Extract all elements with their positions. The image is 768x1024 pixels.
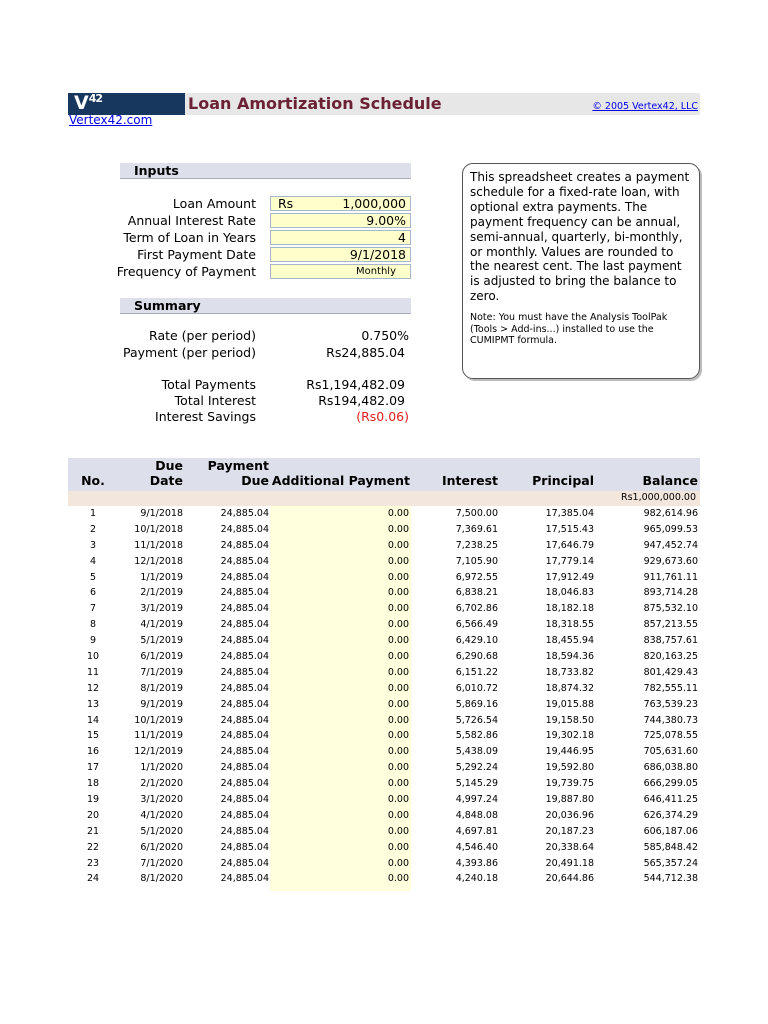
principal-amount: 19,015.88 [545,698,594,710]
table-row [0,794,768,810]
table-row [0,762,768,778]
payment-due: 24,885.04 [220,825,269,837]
principal-amount: 18,455.94 [545,635,594,647]
additional-payment-cell[interactable]: 0.00 [387,841,409,853]
table-row [0,873,768,889]
due-date: 1/1/2019 [140,571,183,583]
principal-amount: 19,739.75 [545,778,594,790]
payment-number: 11 [86,666,100,678]
payment-number: 9 [89,635,97,647]
col-header-interest: Interest [441,473,498,488]
interest-amount: 6,838.21 [455,587,498,599]
principal-amount: 17,646.79 [545,539,594,551]
due-date: 12/1/2018 [134,555,183,567]
due-date: 9/1/2019 [140,698,183,710]
additional-payment-cell[interactable]: 0.00 [387,762,409,774]
balance-amount: 782,555.11 [643,682,698,694]
table-row [0,540,768,556]
col-header-no: No. [81,473,105,488]
payment-due: 24,885.04 [220,809,269,821]
payment-number: 4 [89,555,97,567]
additional-payment-cell[interactable]: 0.00 [387,587,409,599]
payment-number: 23 [86,857,100,869]
interest-amount: 4,393.86 [455,857,498,869]
interest-rate-value: 9.00% [366,213,406,228]
table-row [0,587,768,603]
payment-due: 24,885.04 [220,603,269,615]
due-date: 4/1/2019 [140,619,183,631]
table-row [0,858,768,874]
payment-number: 20 [86,809,100,821]
interest-amount: 5,292.24 [455,762,498,774]
table-row [0,619,768,635]
interest-amount: 6,151.22 [455,666,498,678]
due-date: 6/1/2020 [140,841,183,853]
payment-number: 19 [86,794,100,806]
col-header-due-date-line1: Due [155,458,183,473]
due-date: 9/1/2018 [140,508,183,519]
additional-payment-cell[interactable]: 0.00 [387,539,409,551]
interest-amount: 5,145.29 [455,778,498,790]
payment-due: 24,885.04 [220,746,269,758]
payment-number: 8 [89,619,97,631]
interest-amount: 4,240.18 [455,873,498,885]
due-date: 10/1/2019 [134,714,183,726]
interest-amount: 7,500.00 [455,508,498,519]
col-header-payment-line2: Due [241,473,269,488]
interest-amount: 6,010.72 [455,682,498,694]
amortization-rows [0,508,768,889]
due-date: 2/1/2020 [140,778,183,790]
balance-amount: 725,078.55 [643,730,698,742]
interest-amount: 6,702.86 [455,603,498,615]
additional-payment-cell[interactable]: 0.00 [387,666,409,678]
principal-amount: 19,887.80 [545,794,594,806]
payment-due: 24,885.04 [220,873,269,885]
balance-amount: 857,213.55 [643,619,698,631]
due-date: 3/1/2019 [140,603,183,615]
starting-balance-row [68,491,700,506]
loan-amount-label: Loan Amount [172,196,256,211]
due-date: 4/1/2020 [140,809,183,821]
copyright-link[interactable]: © 2005 Vertex42, LLC [592,101,698,112]
balance-amount: 565,357.24 [643,857,698,869]
table-row [0,556,768,572]
table-row [0,699,768,715]
principal-amount: 17,515.43 [545,523,594,535]
total-interest-value: Rs194,482.09 [318,393,405,408]
additional-payment-cell[interactable]: 0.00 [387,809,409,821]
principal-amount: 19,158.50 [545,714,594,726]
loan-term-value: 4 [398,230,406,245]
starting-balance-value: Rs1,000,000.00 [620,492,696,503]
payment-due: 24,885.04 [220,651,269,663]
payment-number: 6 [89,587,97,599]
interest-amount: 5,438.09 [455,746,498,758]
first-payment-date-label: First Payment Date [137,247,256,262]
principal-amount: 17,912.49 [545,571,594,583]
table-row [0,826,768,842]
interest-amount: 4,848.08 [455,809,498,821]
payment-due: 24,885.04 [220,571,269,583]
due-date: 3/1/2020 [140,794,183,806]
additional-payment-cell[interactable]: 0.00 [387,682,409,694]
payment-number: 12 [86,682,100,694]
balance-amount: 763,539.23 [643,698,698,710]
payment-due: 24,885.04 [220,714,269,726]
payment-number: 13 [86,698,100,710]
interest-amount: 6,290.68 [455,651,498,663]
interest-amount: 5,869.16 [455,698,498,710]
payment-due: 24,885.04 [220,508,269,519]
payment-number: 7 [89,603,97,615]
additional-payment-cell[interactable]: 0.00 [387,651,409,663]
period-payment-label: Payment (per period) [122,345,256,360]
additional-payment-cell[interactable]: 0.00 [387,635,409,647]
loan-term-label: Term of Loan in Years [123,230,256,245]
additional-payment-cell[interactable]: 0.00 [387,778,409,790]
interest-rate-field[interactable] [270,213,411,228]
interest-amount: 7,105.90 [455,555,498,567]
payment-number: 15 [86,730,100,742]
payment-number: 16 [86,746,100,758]
period-rate-value: 0.750% [361,328,409,343]
interest-amount: 4,697.81 [455,825,498,837]
additional-payment-cell[interactable]: 0.00 [387,746,409,758]
interest-savings-value: (Rs0.06) [356,409,409,424]
payment-number: 17 [86,762,100,774]
balance-amount: 585,848.42 [643,841,698,853]
first-payment-date-value: 9/1/2018 [349,247,406,262]
col-header-payment-line1: Payment [207,458,269,473]
principal-amount: 18,182.18 [545,603,594,615]
inputs-heading: Inputs [120,163,411,179]
due-date: 5/1/2019 [140,635,183,647]
payment-number: 24 [86,873,100,885]
payment-number: 1 [89,508,97,519]
table-row [0,572,768,588]
interest-amount: 6,429.10 [455,635,498,647]
table-row [0,508,768,524]
table-row [0,730,768,746]
payment-frequency-select[interactable] [270,264,411,279]
table-row [0,635,768,651]
payment-due: 24,885.04 [220,555,269,567]
balance-amount: 705,631.60 [643,746,698,758]
principal-amount: 18,594.36 [545,651,594,663]
payment-number: 14 [86,714,100,726]
principal-amount: 20,036.96 [545,809,594,821]
balance-amount: 982,614.96 [643,508,698,519]
loan-term-field[interactable] [270,230,411,245]
interest-amount: 5,582.86 [455,730,498,742]
additional-payment-cell[interactable]: 0.00 [387,794,409,806]
payment-due: 24,885.04 [220,762,269,774]
due-date: 11/1/2019 [134,730,183,742]
table-row [0,810,768,826]
interest-amount: 5,726.54 [455,714,498,726]
payment-number: 5 [89,571,97,583]
balance-amount: 686,038.80 [643,762,698,774]
table-row [0,683,768,699]
additional-payment-cell[interactable]: 0.00 [387,555,409,567]
summary-heading: Summary [120,298,411,314]
col-header-due-date-line2: Date [149,473,183,488]
table-row [0,667,768,683]
payment-due: 24,885.04 [220,857,269,869]
balance-amount: 911,761.11 [643,571,698,583]
due-date: 7/1/2019 [140,666,183,678]
principal-amount: 19,446.95 [545,746,594,758]
table-row [0,715,768,731]
due-date: 1/1/2020 [140,762,183,774]
balance-amount: 544,712.38 [643,873,698,885]
interest-amount: 6,972.55 [455,571,498,583]
additional-payment-cell[interactable]: 0.00 [387,508,409,519]
page-title: Loan Amortization Schedule [188,94,442,113]
interest-amount: 4,546.40 [455,841,498,853]
principal-amount: 20,187.23 [545,825,594,837]
col-header-additional-payment: Additional Payment [271,473,410,488]
due-date: 8/1/2019 [140,682,183,694]
period-payment-value: Rs24,885.04 [326,345,405,360]
info-note-box [462,163,700,379]
total-payments-value: Rs1,194,482.09 [306,377,405,392]
due-date: 12/1/2019 [134,746,183,758]
principal-amount: 20,338.64 [545,841,594,853]
principal-amount: 18,318.55 [545,619,594,631]
payment-due: 24,885.04 [220,523,269,535]
additional-payment-cell[interactable]: 0.00 [387,523,409,535]
principal-amount: 17,385.04 [545,508,594,519]
payment-due: 24,885.04 [220,635,269,647]
payment-due: 24,885.04 [220,794,269,806]
principal-amount: 18,733.82 [545,666,594,678]
payment-due: 24,885.04 [220,698,269,710]
payment-due: 24,885.04 [220,682,269,694]
period-rate-label: Rate (per period) [149,328,256,343]
balance-amount: 744,380.73 [643,714,698,726]
loan-amount-value: 1,000,000 [342,196,406,211]
interest-savings-label: Interest Savings [155,409,256,424]
interest-amount: 7,369.61 [455,523,498,535]
payment-number: 18 [86,778,100,790]
payment-number: 10 [86,651,100,663]
payment-due: 24,885.04 [220,619,269,631]
payment-due: 24,885.04 [220,539,269,551]
payment-due: 24,885.04 [220,841,269,853]
principal-amount: 19,302.18 [545,730,594,742]
payment-due: 24,885.04 [220,587,269,599]
balance-amount: 929,673.60 [643,555,698,567]
balance-amount: 646,411.25 [643,794,698,806]
due-date: 11/1/2018 [134,539,183,551]
due-date: 6/1/2019 [140,651,183,663]
additional-payment-cell[interactable]: 0.00 [387,873,409,885]
additional-payment-cell[interactable]: 0.00 [387,603,409,615]
due-date: 7/1/2020 [140,857,183,869]
principal-amount: 20,644.86 [545,873,594,885]
vertex42-logo [74,92,102,114]
balance-amount: 947,452.74 [643,539,698,551]
currency-label: Rs [278,196,294,211]
due-date: 2/1/2019 [140,587,183,599]
principal-amount: 20,491.18 [545,857,594,869]
balance-amount: 801,429.43 [643,666,698,678]
toolpak-note-text: Note: You must have the Analysis ToolPak (Tools > Add-ins...) installed to use the CUMIPMT formula. [470,312,668,347]
total-payments-label: Total Payments [161,377,256,392]
due-date: 8/1/2020 [140,873,183,885]
principal-amount: 19,592.80 [545,762,594,774]
payment-number: 22 [86,841,100,853]
additional-payment-cell[interactable]: 0.00 [387,571,409,583]
vertex42-link[interactable]: Vertex42.com [69,113,153,127]
additional-payment-cell[interactable]: 0.00 [387,714,409,726]
interest-amount: 7,238.25 [455,539,498,551]
balance-amount: 666,299.05 [643,778,698,790]
logo-letter: V [74,92,88,114]
payment-number: 2 [89,523,97,535]
balance-amount: 626,374.29 [643,809,698,821]
payment-number: 3 [89,539,97,551]
table-row [0,746,768,762]
logo-number: 42 [88,92,103,105]
table-row [0,524,768,540]
table-row [0,603,768,619]
principal-amount: 17,779.14 [545,555,594,567]
table-row [0,651,768,667]
principal-amount: 18,046.83 [545,587,594,599]
balance-amount: 820,163.25 [643,651,698,663]
payment-frequency-value: Monthly [355,266,396,277]
first-payment-date-field[interactable] [270,247,411,262]
payment-frequency-label: Frequency of Payment [116,264,256,279]
additional-payment-cell[interactable]: 0.00 [387,825,409,837]
interest-amount: 4,997.24 [455,794,498,806]
payment-due: 24,885.04 [220,730,269,742]
table-row [0,842,768,858]
table-row [0,778,768,794]
loan-amount-field[interactable] [270,196,411,211]
info-note-text: This spreadsheet creates a payment schedule for a fixed-rate loan, with optional extra payments. The payment frequency can be annual, semi-annual, quarterly, bi-monthly, or monthly. Values are rounded to the nearest cent. The last payment is adjusted to bring the balance to zero. [470,170,690,304]
additional-payment-cell[interactable]: 0.00 [387,619,409,631]
payment-due: 24,885.04 [220,778,269,790]
principal-amount: 18,874.32 [545,682,594,694]
total-interest-label: Total Interest [174,393,256,408]
col-header-balance: Balance [642,473,698,488]
balance-amount: 965,099.53 [643,523,698,535]
col-header-principal: Principal [532,473,594,488]
payment-number: 21 [86,825,100,837]
balance-amount: 838,757.61 [643,635,698,647]
additional-payment-cell[interactable]: 0.00 [387,698,409,710]
interest-amount: 6,566.49 [455,619,498,631]
additional-payment-cell[interactable]: 0.00 [387,857,409,869]
balance-amount: 875,532.10 [643,603,698,615]
due-date: 10/1/2018 [134,523,183,535]
due-date: 5/1/2020 [140,825,183,837]
payment-due: 24,885.04 [220,666,269,678]
additional-payment-cell[interactable]: 0.00 [387,730,409,742]
balance-amount: 893,714.28 [643,587,698,599]
interest-rate-label: Annual Interest Rate [127,213,256,228]
balance-amount: 606,187.06 [643,825,698,837]
